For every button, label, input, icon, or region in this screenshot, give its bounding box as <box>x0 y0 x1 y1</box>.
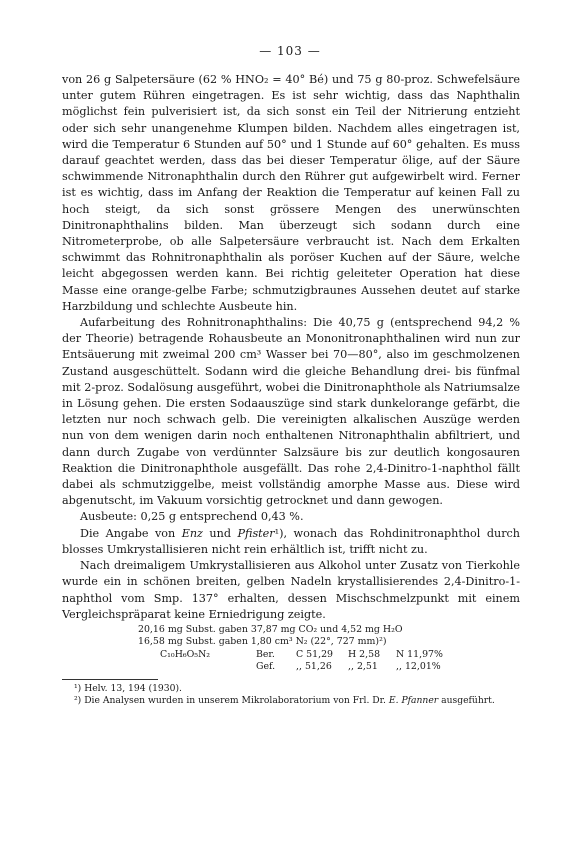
author-enz: Enz <box>181 526 203 540</box>
footnote-2: ²) Die Analysen wurden in unserem Mikrolaboratorium von Frl. Dr. E. Pfanner ausgeführt. <box>74 694 495 706</box>
analyst-name: E. Pfanner <box>388 694 439 706</box>
body-text <box>62 72 520 707</box>
analysis-found-row: Gef. ,, 51,26 ,, 2,51 ,, 12,01% <box>256 661 441 673</box>
footnotes <box>62 683 520 707</box>
footnote-1: ¹) Helv. 13, 194 (1930). <box>74 682 182 694</box>
analysis-calculated-row: C₁₀H₆O₅N₂ Ber. C 51,29 H 2,58 N 11,97% <box>138 649 520 661</box>
footnote-ref-1: ¹) <box>274 526 284 540</box>
elemental-analysis <box>138 624 520 674</box>
analysis-line-nitrogen: 16,58 mg Subst. gaben 1,80 cm³ N₂ (22°, 727 mm)²) <box>138 636 387 648</box>
molecular-formula: C₁₀H₆O₅N₂ <box>160 648 211 660</box>
paragraph-recrystallization: Nach dreimaligem Umkrystallisieren aus Alkohol unter Zusatz von Tierkohle wurde ein in schönen breiten, gelben Nadeln krystallisierendes 2,4-Dinitro-1-naphthol vom Smp. 137° erhalten, dessen Mischschmelzpunkt mit einem Vergleichspräparat keine Erniedrigung zeigte. <box>62 559 520 621</box>
author-pfister: Pfister <box>237 526 275 540</box>
paragraph-enz-pfister: Die Angabe von Enz und Pfister¹), wonach das Rohdinitronaphthol durch blosses Umkrystallisieren nicht rein erhältlich ist, trifft nicht zu. <box>62 526 521 556</box>
page-number: — 103 — <box>259 44 321 58</box>
paragraph-yield: Ausbeute: 0,25 g entsprechend 0,43 %. <box>80 510 304 524</box>
analysis-line-carbon-hydrogen: 20,16 mg Subst. gaben 37,87 mg CO₂ und 4,52 mg H₂O <box>138 623 403 635</box>
paragraph-workup: Aufarbeitung des Rohnitronaphthalins: Die 40,75 g (entsprechend 94,2 % der Theorie) betragende Rohausbeute an Mononitronaphthalinen wird nun zur Entsäuerung mit zweimal 200 cm³ Wasser bei 70—80°, also im geschmolzenen Zustand ausgeschüttelt. Sodann wird die gleiche Behandlung drei- bis fünfmal mit 2-proz. Sodalösung ausgeführt, wobei die Dinitronaphthole als Natriumsalze in Lösung gehen. Die ersten Sodaauszüge sind stark dunkelorange gefärbt, die letzten nur noch schwach gelb. Die vereinigten alkalischen Auszüge werden nun von dem wenigen darin noch enthaltenen Nitronaphthalin abfiltriert, und dann durch Zugabe von verdünnter Salzsäure bis zur deutlich kongosauren Reaktion die Dinitronaphthole ausgefällt. Das rohe 2,4-Dinitro-1-naphthol fällt dabei als schmutziggelbe, meist vollständig amorphe Masse aus. Diese wird abgenutscht, im Vakuum vorsichtig getrocknet und dann gewogen. <box>62 316 520 508</box>
footnote-separator <box>62 679 158 680</box>
paragraph-nitration: von 26 g Salpetersäure (62 % HNO₂ = 40° Bé) und 75 g 80-proz. Schwefelsäure unter gutem Rühren eingetragen. Es ist sehr wichtig, dass das Naphthalin möglichst fein pulverisiert ist, da sich sonst ein Teil der Nitrierung entzieht oder sich sehr unangenehme Klumpen bilden. Nachdem alles eingetragen ist, wird die Temperatur 6 Stunden auf 50° und 1 Stunde auf 60° gehalten. Es muss darauf geachtet werden, dass das bei dieser Temperatur ölige, auf der Säure schwimmende Nitronaphthalin durch den Rührer gut aufgewirbelt wird. Ferner ist es wichtig, dass im Anfang der Reaktion die Temperatur auf keinen Fall zu hoch steigt, da sich sonst grössere Mengen des unerwünschten Dinitronaphthalins bilden. Man überzeugt sich sodann durch eine Nitrometerprobe, ob alle Salpetersäure verbraucht ist. Nach dem Erkalten schwimmt das Rohnitronaphthalin als poröser Kuchen auf der Säure, welche leicht abgegossen werden kann. Bei richtig geleiteter Operation hat diese Masse eine orange-gelbe Farbe; schmutzigbraunes Aussehen deutet auf starke Harzbildung und schlechte Ausbeute hin. <box>62 73 520 313</box>
